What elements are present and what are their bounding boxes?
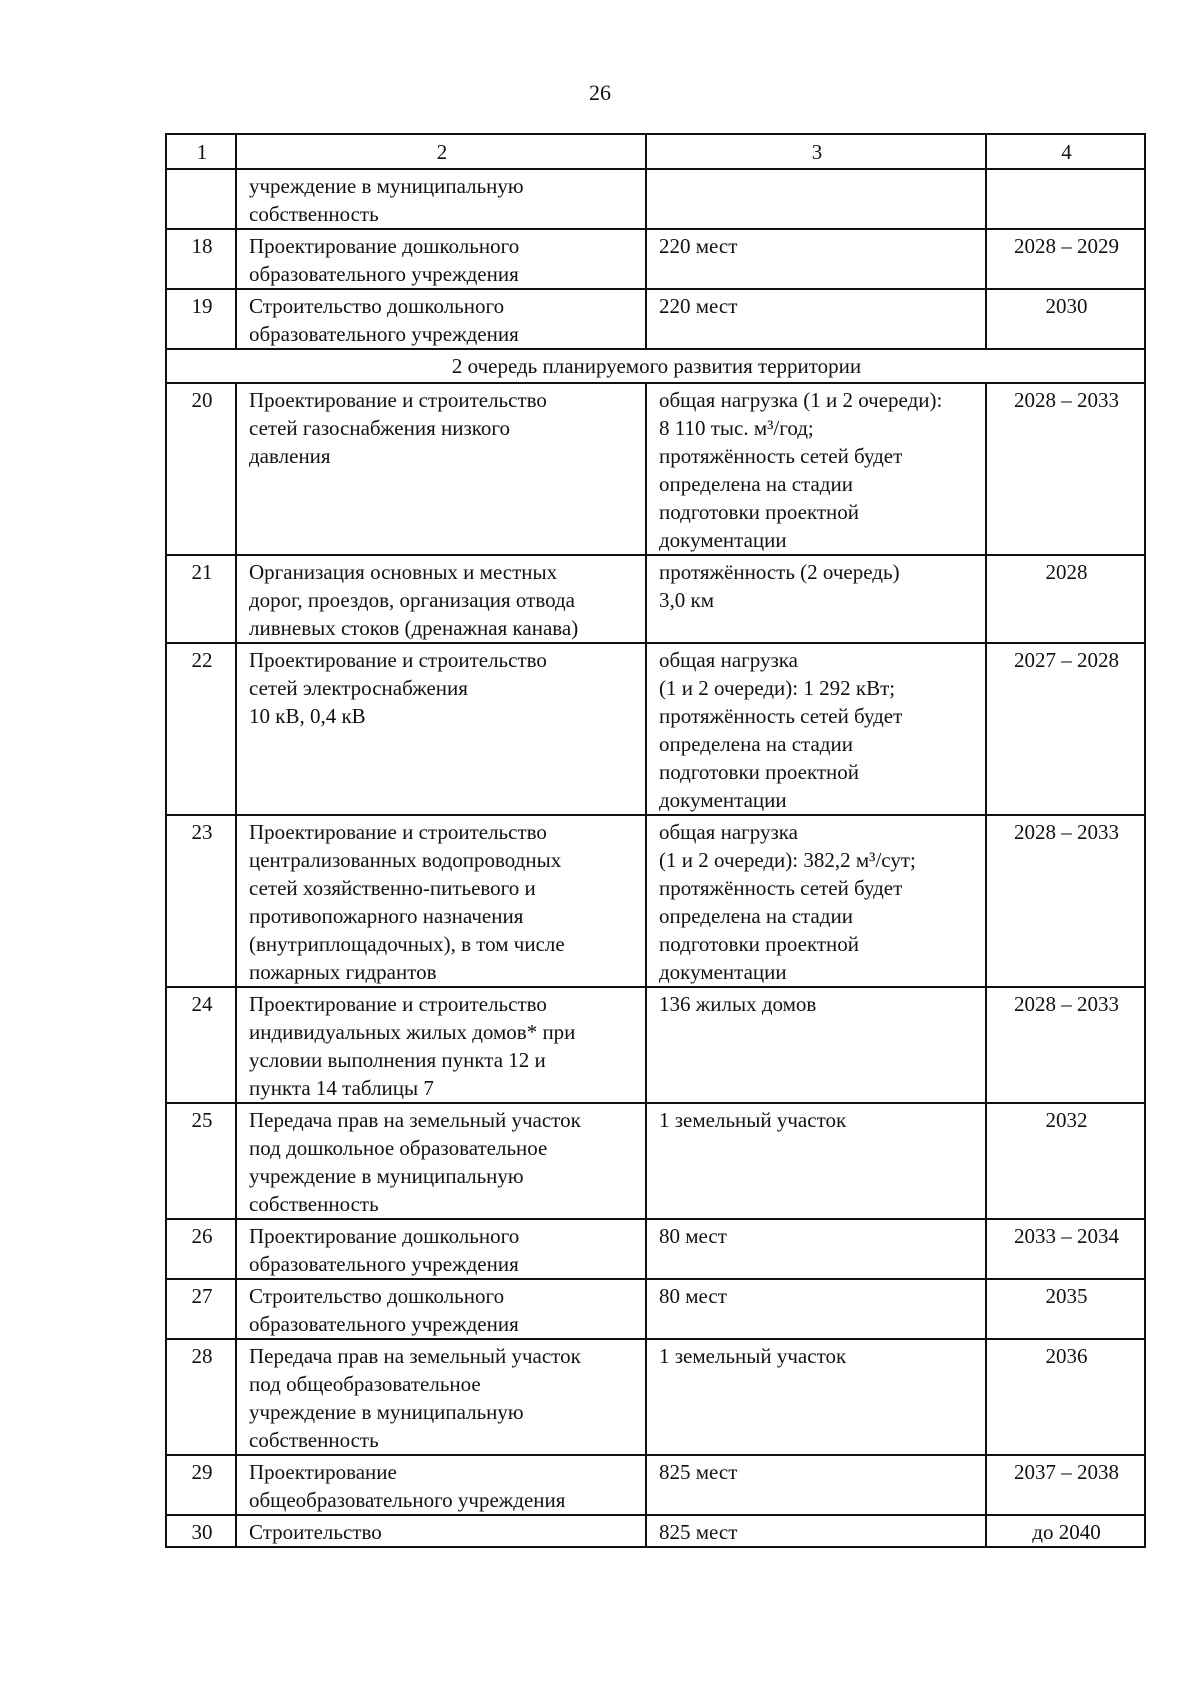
measure-capacity-line: общая нагрузка (1 и 2 очереди): <box>659 388 943 412</box>
measure-name-line: образовательного учреждения <box>249 1252 519 1276</box>
measure-capacity-line: общая нагрузка <box>659 820 798 844</box>
measure-capacity <box>646 1103 986 1219</box>
measure-name-line: пожарных гидрантов <box>249 960 437 984</box>
implementation-term: 2028 – 2033 <box>986 815 1145 987</box>
measure-name-line: Проектирование дошкольного <box>249 1224 520 1248</box>
measure-name-line: Строительство дошкольного <box>249 294 505 318</box>
implementation-term: 2037 – 2038 <box>986 1455 1145 1515</box>
measure-name-line: сетей хозяйственно-питьевого и <box>249 876 536 900</box>
table-row <box>166 1103 1145 1219</box>
implementation-term: 2028 <box>986 555 1145 643</box>
table-row <box>166 815 1145 987</box>
measure-name-line: образовательного учреждения <box>249 262 519 286</box>
measure-name-line: собственность <box>249 1428 379 1452</box>
measure-name-line: пункта 14 таблицы 7 <box>249 1076 434 1100</box>
measure-capacity <box>646 169 986 229</box>
table-row <box>166 987 1145 1103</box>
measure-capacity-line: (1 и 2 очереди): 382,2 м³/сут; <box>659 848 916 872</box>
measure-name <box>236 229 646 289</box>
table-row <box>166 555 1145 643</box>
measure-capacity-line: 80 мест <box>659 1284 727 1308</box>
measure-capacity-line: подготовки проектной <box>659 500 860 524</box>
measure-name <box>236 289 646 349</box>
implementation-term: 2033 – 2034 <box>986 1219 1145 1279</box>
row-number: 23 <box>166 815 236 987</box>
table-row <box>166 169 1145 229</box>
measure-name <box>236 1339 646 1455</box>
measure-capacity <box>646 815 986 987</box>
table-row <box>166 229 1145 289</box>
table-row <box>166 1279 1145 1339</box>
row-number: 21 <box>166 555 236 643</box>
measure-capacity <box>646 643 986 815</box>
measure-name <box>236 383 646 555</box>
implementation-term: 2027 – 2028 <box>986 643 1145 815</box>
measure-capacity-line: 825 мест <box>659 1460 738 1484</box>
measure-capacity-line: 3,0 км <box>659 588 714 612</box>
column-header: 4 <box>986 134 1145 169</box>
measure-name-line: давления <box>249 444 331 468</box>
measure-name-line: 10 кВ, 0,4 кВ <box>249 704 366 728</box>
measure-name <box>236 1219 646 1279</box>
measure-capacity-line: 136 жилых домов <box>659 992 817 1016</box>
measure-name <box>236 815 646 987</box>
row-number: 19 <box>166 289 236 349</box>
measure-name-line: Организация основных и местных <box>249 560 558 584</box>
measures-table <box>165 133 1146 1548</box>
table-row <box>166 1219 1145 1279</box>
measure-capacity-line: протяжённость (2 очередь) <box>659 560 900 584</box>
measure-capacity-line: документации <box>659 528 787 552</box>
measure-name-line: Строительство дошкольного <box>249 1284 505 1308</box>
table-header-row <box>166 134 1145 169</box>
measure-capacity <box>646 555 986 643</box>
implementation-term <box>986 169 1145 229</box>
section-title: 2 очередь планируемого развития территории <box>166 349 1145 383</box>
implementation-term: 2028 – 2029 <box>986 229 1145 289</box>
row-number: 18 <box>166 229 236 289</box>
measure-name-line: дорог, проездов, организация отвода <box>249 588 576 612</box>
measure-capacity-line: документации <box>659 960 787 984</box>
row-number: 28 <box>166 1339 236 1455</box>
measure-name-line: Проектирование и строительство <box>249 388 547 412</box>
measure-name-line: Проектирование и строительство <box>249 820 547 844</box>
measure-name-line: собственность <box>249 1192 379 1216</box>
row-number: 22 <box>166 643 236 815</box>
table-row <box>166 1455 1145 1515</box>
measure-name-line: Проектирование <box>249 1460 397 1484</box>
implementation-term: 2028 – 2033 <box>986 383 1145 555</box>
measure-name-line: образовательного учреждения <box>249 1312 519 1336</box>
measure-capacity-line: определена на стадии <box>659 904 853 928</box>
table-row <box>166 643 1145 815</box>
measure-name-line: Проектирование и строительство <box>249 992 547 1016</box>
measure-capacity-line: 1 земельный участок <box>659 1344 847 1368</box>
table-row <box>166 1339 1145 1455</box>
implementation-term: 2030 <box>986 289 1145 349</box>
measure-name-line: индивидуальных жилых домов* при <box>249 1020 576 1044</box>
implementation-term: 2032 <box>986 1103 1145 1219</box>
measure-capacity-line: 80 мест <box>659 1224 727 1248</box>
measure-name-line: учреждение в муниципальную <box>249 174 524 198</box>
row-number: 26 <box>166 1219 236 1279</box>
measure-name-line: под дошкольное образовательное <box>249 1136 548 1160</box>
measure-name-line: (внутриплощадочных), в том числе <box>249 932 565 956</box>
measure-capacity-line: 8 110 тыс. м³/год; <box>659 416 814 440</box>
measure-capacity-line: документации <box>659 788 787 812</box>
row-number <box>166 169 236 229</box>
measure-capacity <box>646 1455 986 1515</box>
measure-capacity-line: определена на стадии <box>659 472 853 496</box>
measure-name-line: Проектирование и строительство <box>249 648 547 672</box>
measure-name-line: учреждение в муниципальную <box>249 1164 524 1188</box>
measure-name <box>236 169 646 229</box>
measure-capacity <box>646 987 986 1103</box>
measure-capacity <box>646 1339 986 1455</box>
measure-name-line: сетей газоснабжения низкого <box>249 416 510 440</box>
measure-name-line: Строительство <box>249 1520 382 1544</box>
implementation-term: до 2040 <box>986 1515 1145 1547</box>
row-number: 30 <box>166 1515 236 1547</box>
table-body <box>166 169 1145 1547</box>
measure-name-line: Передача прав на земельный участок <box>249 1344 581 1368</box>
measure-capacity-line: протяжённость сетей будет <box>659 876 903 900</box>
measure-capacity <box>646 1279 986 1339</box>
measure-name <box>236 987 646 1103</box>
measure-capacity <box>646 1219 986 1279</box>
measure-name-line: Передача прав на земельный участок <box>249 1108 581 1132</box>
column-header: 2 <box>236 134 646 169</box>
page-number: 26 <box>589 80 611 105</box>
implementation-term: 2035 <box>986 1279 1145 1339</box>
measure-capacity-line: протяжённость сетей будет <box>659 704 903 728</box>
measure-capacity-line: 825 мест <box>659 1520 738 1544</box>
implementation-term: 2028 – 2033 <box>986 987 1145 1103</box>
measure-name-line: под общеобразовательное <box>249 1372 481 1396</box>
row-number: 20 <box>166 383 236 555</box>
measure-capacity-line: протяжённость сетей будет <box>659 444 903 468</box>
measure-name <box>236 1515 646 1547</box>
row-number: 27 <box>166 1279 236 1339</box>
measure-capacity-line: 220 мест <box>659 234 738 258</box>
measure-name <box>236 1455 646 1515</box>
measure-capacity-line: общая нагрузка <box>659 648 798 672</box>
row-number: 25 <box>166 1103 236 1219</box>
column-header: 3 <box>646 134 986 169</box>
measure-capacity-line: подготовки проектной <box>659 760 860 784</box>
measure-name-line: учреждение в муниципальную <box>249 1400 524 1424</box>
measure-name-line: условии выполнения пункта 12 и <box>249 1048 546 1072</box>
measure-capacity <box>646 383 986 555</box>
measure-capacity-line: подготовки проектной <box>659 932 860 956</box>
measure-capacity-line: (1 и 2 очереди): 1 292 кВт; <box>659 676 896 700</box>
measure-name-line: централизованных водопроводных <box>249 848 562 872</box>
measure-capacity <box>646 229 986 289</box>
section-row <box>166 349 1145 383</box>
measure-capacity <box>646 289 986 349</box>
table-row <box>166 289 1145 349</box>
table-row <box>166 383 1145 555</box>
measure-name-line: собственность <box>249 202 379 226</box>
measure-name-line: общеобразовательного учреждения <box>249 1488 566 1512</box>
measure-name-line: ливневых стоков (дренажная канава) <box>249 616 579 640</box>
measure-name-line: Проектирование дошкольного <box>249 234 520 258</box>
implementation-term: 2036 <box>986 1339 1145 1455</box>
row-number: 29 <box>166 1455 236 1515</box>
measure-capacity <box>646 1515 986 1547</box>
measure-name-line: противопожарного назначения <box>249 904 524 928</box>
measure-name <box>236 555 646 643</box>
table-row <box>166 1515 1145 1547</box>
column-header: 1 <box>166 134 236 169</box>
measure-name <box>236 643 646 815</box>
measure-capacity-line: 1 земельный участок <box>659 1108 847 1132</box>
row-number: 24 <box>166 987 236 1103</box>
measure-name <box>236 1279 646 1339</box>
measure-capacity-line: 220 мест <box>659 294 738 318</box>
measure-name-line: сетей электроснабжения <box>249 676 468 700</box>
measure-name <box>236 1103 646 1219</box>
measure-capacity-line: определена на стадии <box>659 732 853 756</box>
measure-name-line: образовательного учреждения <box>249 322 519 346</box>
